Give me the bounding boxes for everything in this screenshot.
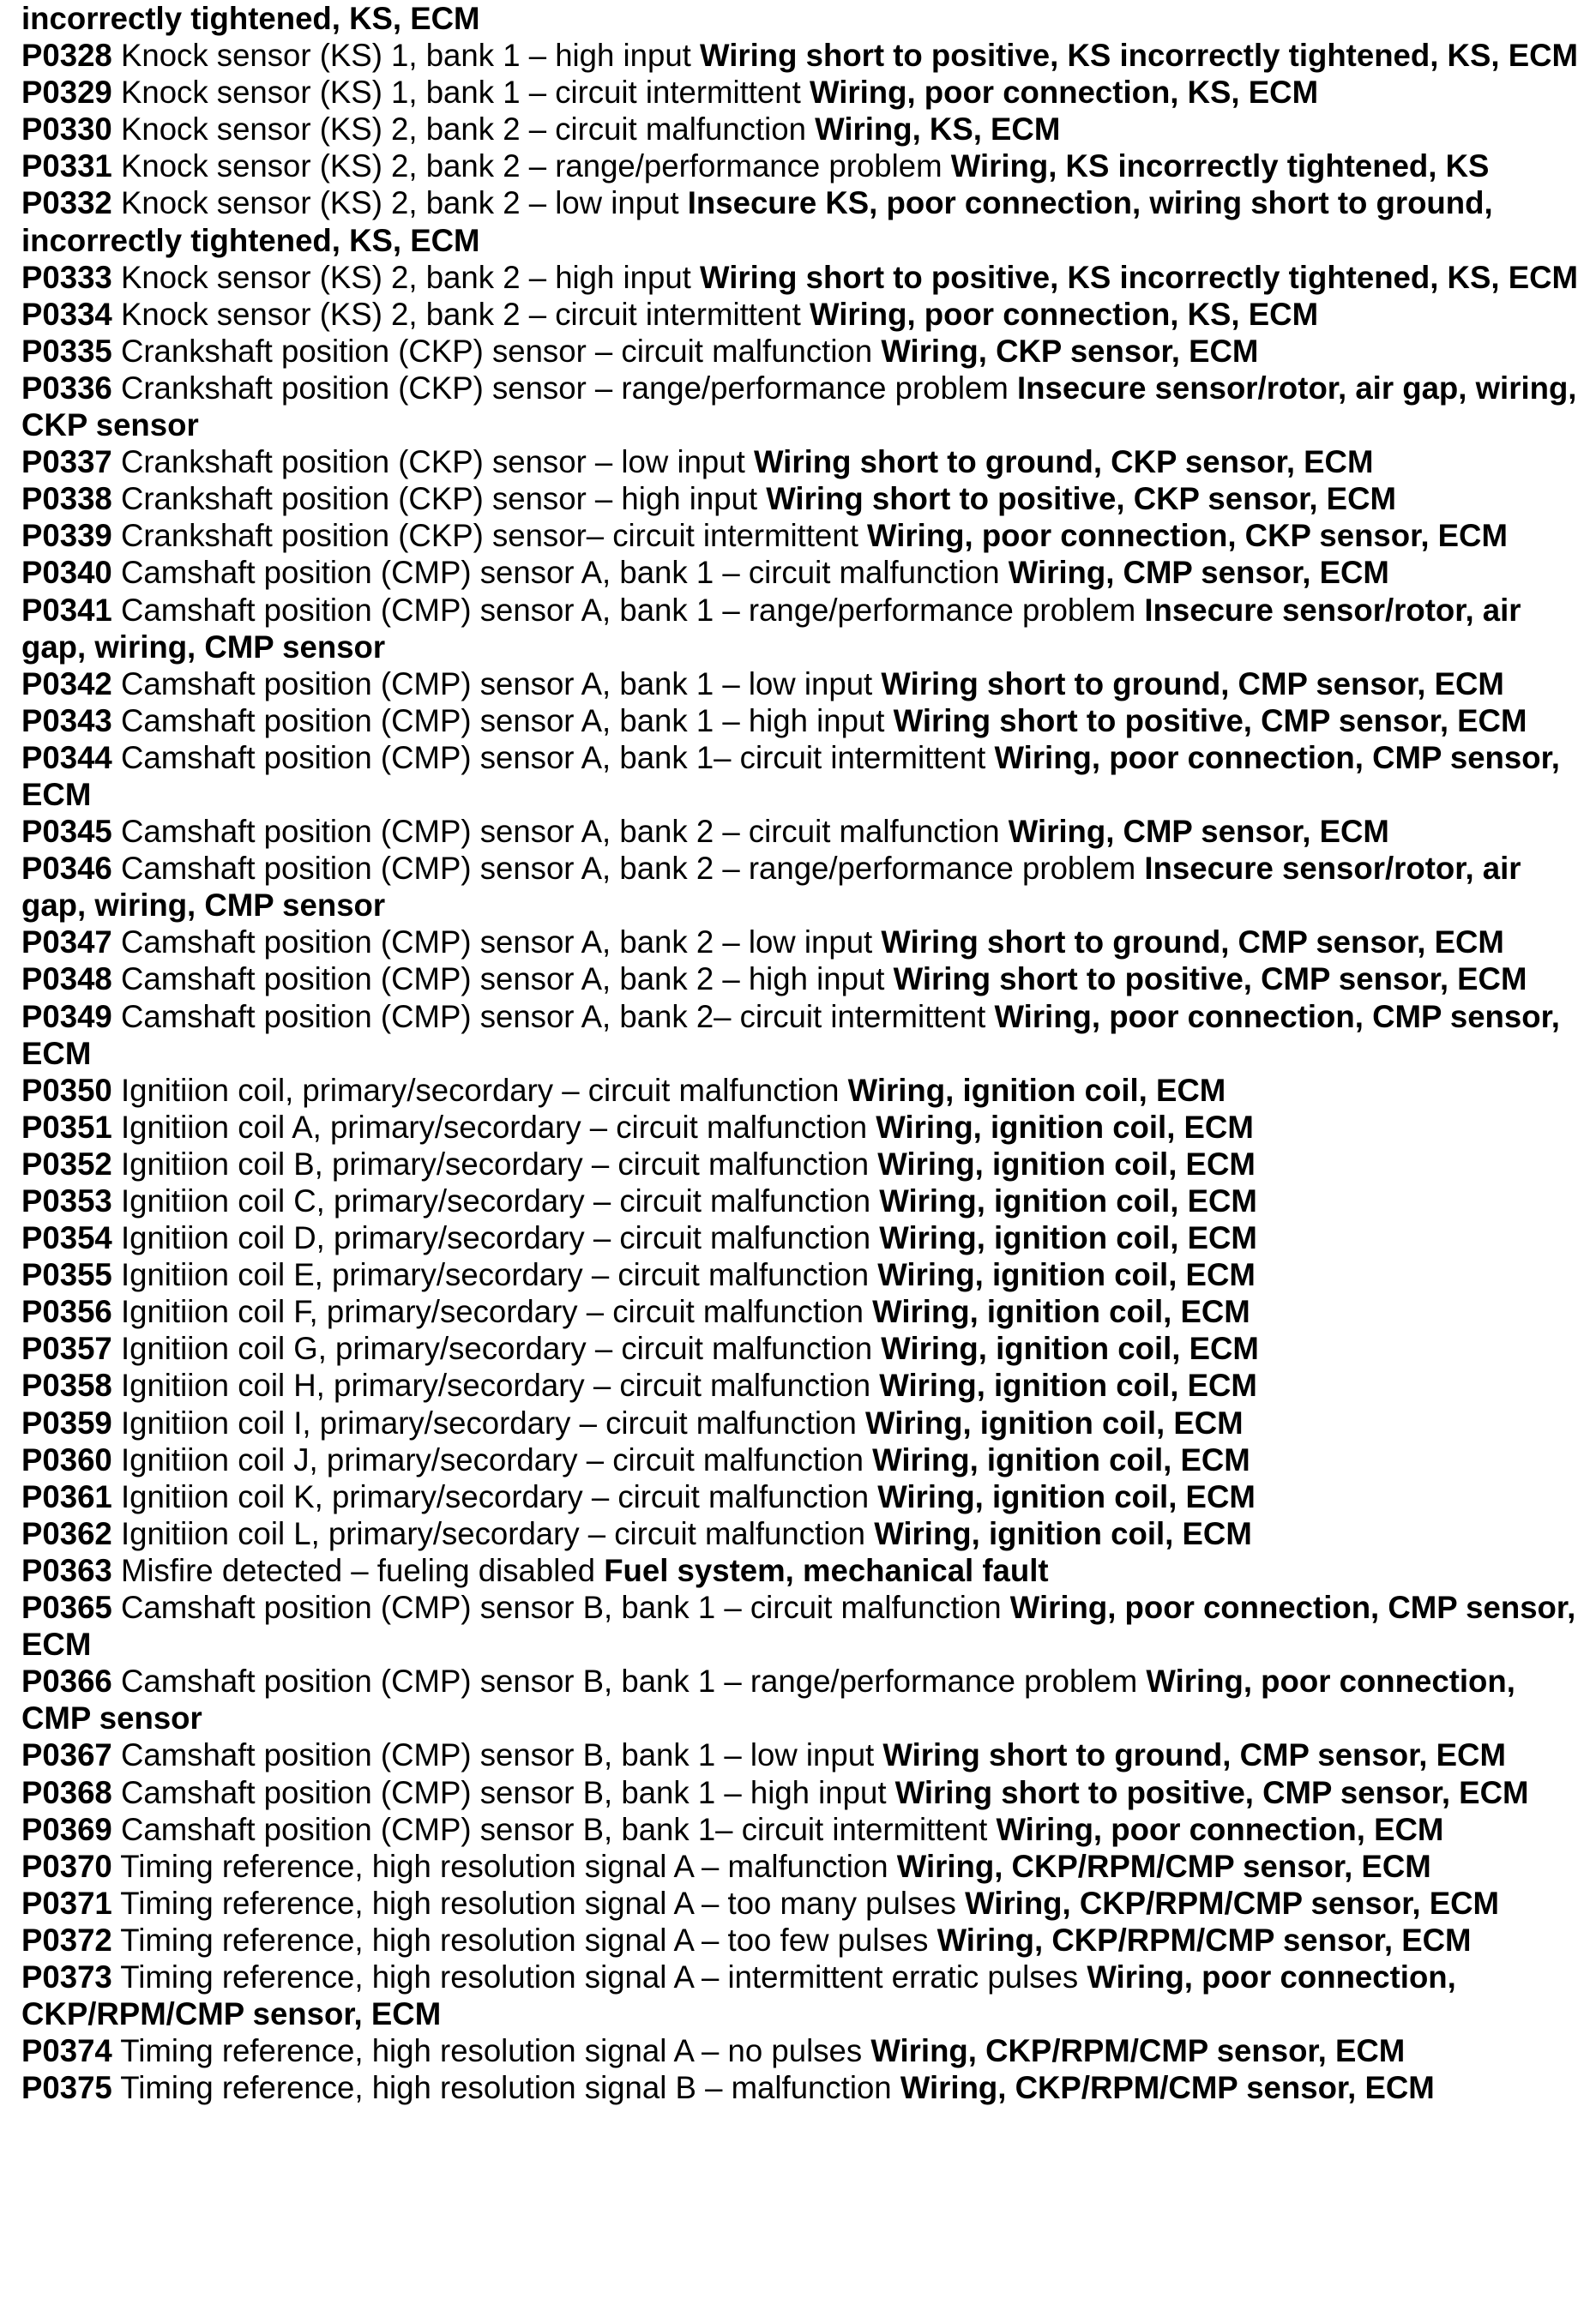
dtc-description: Ignitiion coil J, primary/secordary – circuit malfunction bbox=[120, 1441, 864, 1477]
dtc-description: Ignitiion coil G, primary/secordary – circuit malfunction bbox=[120, 1331, 873, 1367]
dtc-probable-cause: Wiring, KS, ECM bbox=[815, 111, 1061, 147]
dtc-description: Camshaft position (CMP) sensor B, bank 1 – circuit malfunction bbox=[120, 1590, 1002, 1626]
dtc-code: P0341 bbox=[21, 592, 112, 628]
dtc-entry bbox=[21, 333, 1587, 370]
dtc-code: P0344 bbox=[21, 739, 112, 775]
dtc-code: P0353 bbox=[21, 1183, 112, 1219]
dtc-code: P0335 bbox=[21, 333, 112, 369]
dtc-probable-cause: Wiring, poor connection, ECM bbox=[996, 1811, 1444, 1847]
dtc-description: Camshaft position (CMP) sensor A, bank 1 – range/performance problem bbox=[120, 592, 1136, 628]
dtc-code: P0333 bbox=[21, 259, 112, 295]
dtc-entry bbox=[21, 739, 1587, 813]
dtc-description: Camshaft position (CMP) sensor B, bank 1 – high input bbox=[120, 1774, 887, 1810]
dtc-entry bbox=[21, 1367, 1587, 1404]
dtc-description: Timing reference, high resolution signal A – too many pulses bbox=[120, 1885, 956, 1921]
dtc-code: P0370 bbox=[21, 1848, 112, 1884]
dtc-code: P0343 bbox=[21, 702, 112, 738]
dtc-description: Ignitiion coil C, primary/secordary – circuit malfunction bbox=[120, 1183, 871, 1219]
dtc-description: Camshaft position (CMP) sensor A, bank 1 – low input bbox=[120, 665, 873, 701]
dtc-code: P0373 bbox=[21, 1959, 112, 1995]
dtc-code: P0352 bbox=[21, 1146, 112, 1182]
dtc-probable-cause: Wiring, poor connection, CMP sensor, ECM bbox=[21, 1590, 1576, 1663]
dtc-entry bbox=[21, 1183, 1587, 1219]
dtc-probable-cause: Wiring, poor connection, CMP sensor, ECM bbox=[21, 739, 1560, 812]
dtc-probable-cause: Wiring short to ground, CKP sensor, ECM bbox=[753, 444, 1374, 480]
dtc-code: P0366 bbox=[21, 1664, 112, 1700]
continuation-line: incorrectly tightened, KS, ECM bbox=[21, 1, 480, 36]
dtc-description: Camshaft position (CMP) sensor B, bank 1 – range/performance problem bbox=[120, 1664, 1138, 1700]
dtc-code: P0334 bbox=[21, 296, 112, 332]
dtc-code: P0355 bbox=[21, 1257, 112, 1293]
dtc-code: P0357 bbox=[21, 1331, 112, 1367]
dtc-probable-cause: Wiring short to positive, KS incorrectly tightened, KS, ECM bbox=[700, 38, 1578, 74]
dtc-entry bbox=[21, 443, 1587, 480]
dtc-probable-cause: Wiring short to ground, CMP sensor, ECM bbox=[881, 665, 1504, 701]
dtc-description: Camshaft position (CMP) sensor A, bank 1 – high input bbox=[120, 702, 885, 738]
dtc-probable-cause: Wiring, CKP sensor, ECM bbox=[881, 333, 1259, 369]
dtc-probable-cause: Wiring, ignition coil, ECM bbox=[847, 1072, 1226, 1108]
dtc-code: P0358 bbox=[21, 1368, 112, 1404]
dtc-description: Timing reference, high resolution signal A – no pulses bbox=[120, 2033, 863, 2069]
dtc-entry bbox=[21, 998, 1587, 1072]
dtc-entry bbox=[21, 1552, 1587, 1589]
dtc-description: Camshaft position (CMP) sensor A, bank 1– circuit intermittent bbox=[120, 739, 986, 775]
dtc-code: P0330 bbox=[21, 111, 112, 147]
dtc-description: Knock sensor (KS) 2, bank 2 – high input bbox=[120, 259, 691, 295]
dtc-entry bbox=[21, 1663, 1587, 1736]
dtc-description: Ignitiion coil I, primary/secordary – circuit malfunction bbox=[120, 1405, 857, 1441]
dtc-description: Camshaft position (CMP) sensor A, bank 2– circuit intermittent bbox=[120, 998, 986, 1034]
dtc-probable-cause: Wiring, KS incorrectly tightened, KS bbox=[950, 148, 1490, 184]
dtc-entry bbox=[21, 1219, 1587, 1256]
dtc-entry-list bbox=[21, 37, 1587, 2106]
dtc-entry bbox=[21, 1589, 1587, 1663]
dtc-code: P0329 bbox=[21, 75, 112, 111]
dtc-code: P0328 bbox=[21, 38, 112, 74]
dtc-code: P0336 bbox=[21, 370, 112, 406]
dtc-probable-cause: Wiring short to positive, CMP sensor, ECM bbox=[893, 702, 1527, 738]
dtc-entry bbox=[21, 960, 1587, 997]
dtc-entry bbox=[21, 2032, 1587, 2069]
dtc-description: Timing reference, high resolution signal A – intermittent erratic pulses bbox=[120, 1959, 1079, 1995]
dtc-description: Crankshaft position (CKP) sensor – high input bbox=[120, 481, 758, 517]
dtc-probable-cause: Wiring, poor connection, CMP sensor bbox=[21, 1664, 1515, 1736]
dtc-entry bbox=[21, 1441, 1587, 1478]
dtc-code: P0348 bbox=[21, 961, 112, 997]
dtc-code: P0354 bbox=[21, 1220, 112, 1256]
dtc-description: Camshaft position (CMP) sensor B, bank 1 – low input bbox=[120, 1737, 875, 1773]
dtc-description: Misfire detected – fueling disabled bbox=[120, 1552, 596, 1588]
dtc-description: Knock sensor (KS) 1, bank 1 – circuit intermittent bbox=[120, 75, 801, 111]
dtc-probable-cause: Wiring, CMP sensor, ECM bbox=[1008, 555, 1389, 591]
dtc-code: P0374 bbox=[21, 2033, 112, 2069]
dtc-code: P0337 bbox=[21, 444, 112, 480]
dtc-probable-cause: Wiring, ignition coil, ECM bbox=[879, 1220, 1257, 1256]
dtc-entry bbox=[21, 1330, 1587, 1367]
dtc-entry bbox=[21, 850, 1587, 924]
dtc-code: P0339 bbox=[21, 518, 112, 554]
dtc-description: Crankshaft position (CKP) sensor – range/performance problem bbox=[120, 370, 1009, 406]
dtc-code: P0351 bbox=[21, 1109, 112, 1145]
dtc-description: Ignitiion coil A, primary/secordary – circuit malfunction bbox=[120, 1109, 868, 1145]
dtc-entry bbox=[21, 1811, 1587, 1848]
dtc-code: P0356 bbox=[21, 1294, 112, 1330]
dtc-entry bbox=[21, 1515, 1587, 1552]
dtc-probable-cause: Wiring, ignition coil, ECM bbox=[877, 1478, 1256, 1514]
dtc-probable-cause: Wiring short to positive, KS incorrectly tightened, KS, ECM bbox=[700, 259, 1578, 295]
dtc-probable-cause: Insecure sensor/rotor, air gap, wiring, CMP sensor bbox=[21, 592, 1521, 665]
dtc-code: P0365 bbox=[21, 1590, 112, 1626]
dtc-entry bbox=[21, 1959, 1587, 2032]
dtc-code: P0340 bbox=[21, 555, 112, 591]
dtc-probable-cause: Insecure sensor/rotor, air gap, wiring, CMP sensor bbox=[21, 851, 1521, 924]
dtc-entry bbox=[21, 702, 1587, 739]
dtc-code: P0345 bbox=[21, 814, 112, 850]
dtc-description: Camshaft position (CMP) sensor A, bank 2 – low input bbox=[120, 924, 873, 960]
dtc-probable-cause: Wiring, ignition coil, ECM bbox=[877, 1146, 1256, 1182]
dtc-description: Ignitiion coil H, primary/secordary – circuit malfunction bbox=[120, 1368, 871, 1404]
dtc-description: Crankshaft position (CKP) sensor – low input bbox=[120, 444, 745, 480]
dtc-code: P0347 bbox=[21, 924, 112, 960]
dtc-description: Timing reference, high resolution signal A – malfunction bbox=[120, 1848, 888, 1884]
dtc-probable-cause: Wiring, poor connection, KS, ECM bbox=[810, 296, 1319, 332]
dtc-entry bbox=[21, 111, 1587, 147]
dtc-probable-cause: Wiring, ignition coil, ECM bbox=[879, 1368, 1257, 1404]
dtc-description: Crankshaft position (CKP) sensor – circuit malfunction bbox=[120, 333, 873, 369]
dtc-probable-cause: Wiring, ignition coil, ECM bbox=[874, 1515, 1252, 1551]
dtc-code: P0375 bbox=[21, 2070, 112, 2106]
dtc-entry bbox=[21, 480, 1587, 517]
dtc-description: Camshaft position (CMP) sensor B, bank 1– circuit intermittent bbox=[120, 1811, 988, 1847]
dtc-entry bbox=[21, 1736, 1587, 1773]
dtc-code: P0363 bbox=[21, 1552, 112, 1588]
dtc-description: Knock sensor (KS) 1, bank 1 – high input bbox=[120, 38, 691, 74]
dtc-probable-cause: Wiring, poor connection, CKP/RPM/CMP sensor, ECM bbox=[21, 1959, 1456, 2032]
dtc-description: Knock sensor (KS) 2, bank 2 – low input bbox=[120, 185, 679, 221]
dtc-probable-cause: Wiring, poor connection, CKP sensor, ECM bbox=[867, 518, 1508, 554]
dtc-description: Ignitiion coil D, primary/secordary – circuit malfunction bbox=[120, 1220, 871, 1256]
dtc-probable-cause: Wiring, ignition coil, ECM bbox=[876, 1109, 1254, 1145]
dtc-entry bbox=[21, 1256, 1587, 1293]
dtc-probable-cause: Insecure KS, poor connection, wiring short to ground, incorrectly tightened, KS, ECM bbox=[21, 185, 1493, 258]
dtc-probable-cause: Wiring, CKP/RPM/CMP sensor, ECM bbox=[937, 1922, 1472, 1958]
dtc-probable-cause: Wiring short to ground, CMP sensor, ECM bbox=[882, 1737, 1506, 1773]
dtc-entry bbox=[21, 1405, 1587, 1441]
dtc-entry bbox=[21, 147, 1587, 184]
dtc-code: P0368 bbox=[21, 1774, 112, 1810]
dtc-entry bbox=[21, 74, 1587, 111]
dtc-probable-cause: Wiring, CKP/RPM/CMP sensor, ECM bbox=[896, 1848, 1431, 1884]
dtc-entry bbox=[21, 1885, 1587, 1922]
dtc-probable-cause: Wiring, ignition coil, ECM bbox=[879, 1183, 1257, 1219]
dtc-code: P0350 bbox=[21, 1072, 112, 1108]
dtc-code: P0338 bbox=[21, 481, 112, 517]
dtc-code: P0349 bbox=[21, 998, 112, 1034]
dtc-code: P0359 bbox=[21, 1405, 112, 1441]
dtc-description: Camshaft position (CMP) sensor A, bank 1 – circuit malfunction bbox=[120, 555, 1000, 591]
dtc-probable-cause: Wiring short to positive, CKP sensor, ECM bbox=[766, 481, 1396, 517]
dtc-probable-cause: Wiring, ignition coil, ECM bbox=[872, 1441, 1250, 1477]
dtc-description: Ignitiion coil, primary/secordary – circuit malfunction bbox=[120, 1072, 840, 1108]
dtc-probable-cause: Wiring, CMP sensor, ECM bbox=[1008, 814, 1389, 850]
dtc-probable-cause: Fuel system, mechanical fault bbox=[604, 1552, 1049, 1588]
dtc-description: Timing reference, high resolution signal A – too few pulses bbox=[120, 1922, 929, 1958]
dtc-code: P0346 bbox=[21, 851, 112, 887]
dtc-description: Camshaft position (CMP) sensor A, bank 2 – range/performance problem bbox=[120, 851, 1136, 887]
dtc-description: Ignitiion coil E, primary/secordary – circuit malfunction bbox=[120, 1257, 870, 1293]
dtc-description: Crankshaft position (CKP) sensor– circuit intermittent bbox=[120, 518, 858, 554]
dtc-entry bbox=[21, 924, 1587, 960]
dtc-description: Ignitiion coil L, primary/secordary – circuit malfunction bbox=[120, 1515, 866, 1551]
dtc-entry bbox=[21, 1848, 1587, 1885]
dtc-probable-cause: Wiring, CKP/RPM/CMP sensor, ECM bbox=[900, 2070, 1435, 2106]
dtc-probable-cause: Wiring, ignition coil, ECM bbox=[881, 1331, 1259, 1367]
dtc-probable-cause: Wiring short to positive, CMP sensor, ECM bbox=[894, 1774, 1529, 1810]
dtc-entry bbox=[21, 1478, 1587, 1515]
dtc-code: P0372 bbox=[21, 1922, 112, 1958]
dtc-entry bbox=[21, 296, 1587, 333]
dtc-probable-cause: Wiring, ignition coil, ECM bbox=[865, 1405, 1244, 1441]
dtc-description: Timing reference, high resolution signal B – malfunction bbox=[120, 2070, 892, 2106]
dtc-entry bbox=[21, 370, 1587, 443]
dtc-document bbox=[21, 0, 1587, 2106]
dtc-entry bbox=[21, 184, 1587, 258]
dtc-probable-cause: Wiring short to ground, CMP sensor, ECM bbox=[881, 924, 1504, 960]
dtc-entry bbox=[21, 1109, 1587, 1146]
dtc-probable-cause: Wiring, poor connection, CMP sensor, ECM bbox=[21, 998, 1560, 1071]
dtc-description: Camshaft position (CMP) sensor A, bank 2 – high input bbox=[120, 961, 885, 997]
dtc-entry bbox=[21, 665, 1587, 702]
dtc-entry bbox=[21, 813, 1587, 850]
dtc-entry bbox=[21, 1072, 1587, 1109]
dtc-description: Ignitiion coil F, primary/secordary – circuit malfunction bbox=[120, 1294, 864, 1330]
dtc-probable-cause: Wiring short to positive, CMP sensor, ECM bbox=[893, 961, 1527, 997]
dtc-entry bbox=[21, 1293, 1587, 1330]
dtc-probable-cause: Wiring, ignition coil, ECM bbox=[872, 1294, 1250, 1330]
dtc-entry bbox=[21, 554, 1587, 591]
dtc-description: Camshaft position (CMP) sensor A, bank 2 – circuit malfunction bbox=[120, 814, 1000, 850]
dtc-entry bbox=[21, 1774, 1587, 1811]
dtc-entry bbox=[21, 37, 1587, 74]
dtc-code: P0342 bbox=[21, 665, 112, 701]
dtc-probable-cause: Wiring, poor connection, KS, ECM bbox=[810, 75, 1319, 111]
dtc-code: P0332 bbox=[21, 185, 112, 221]
dtc-code: P0361 bbox=[21, 1478, 112, 1514]
dtc-entry bbox=[21, 592, 1587, 665]
dtc-code: P0367 bbox=[21, 1737, 112, 1773]
dtc-code: P0369 bbox=[21, 1811, 112, 1847]
dtc-code: P0360 bbox=[21, 1441, 112, 1477]
dtc-probable-cause: Wiring, CKP/RPM/CMP sensor, ECM bbox=[965, 1885, 1500, 1921]
dtc-entry bbox=[21, 1146, 1587, 1183]
dtc-probable-cause: Wiring, CKP/RPM/CMP sensor, ECM bbox=[870, 2033, 1406, 2069]
dtc-description: Knock sensor (KS) 2, bank 2 – circuit intermittent bbox=[120, 296, 801, 332]
dtc-code: P0362 bbox=[21, 1515, 112, 1551]
dtc-probable-cause: Wiring, ignition coil, ECM bbox=[877, 1257, 1256, 1293]
dtc-entry bbox=[21, 2069, 1587, 2106]
dtc-probable-cause: Insecure sensor/rotor, air gap, wiring, CKP sensor bbox=[21, 370, 1577, 443]
dtc-entry bbox=[21, 1922, 1587, 1959]
dtc-description: Knock sensor (KS) 2, bank 2 – circuit malfunction bbox=[120, 111, 806, 147]
dtc-code: P0331 bbox=[21, 148, 112, 184]
dtc-entry bbox=[21, 259, 1587, 296]
dtc-code: P0371 bbox=[21, 1885, 112, 1921]
dtc-description: Knock sensor (KS) 2, bank 2 – range/performance problem bbox=[120, 148, 943, 184]
dtc-description: Ignitiion coil K, primary/secordary – circuit malfunction bbox=[120, 1478, 870, 1514]
dtc-entry bbox=[21, 517, 1587, 554]
dtc-description: Ignitiion coil B, primary/secordary – circuit malfunction bbox=[120, 1146, 870, 1182]
